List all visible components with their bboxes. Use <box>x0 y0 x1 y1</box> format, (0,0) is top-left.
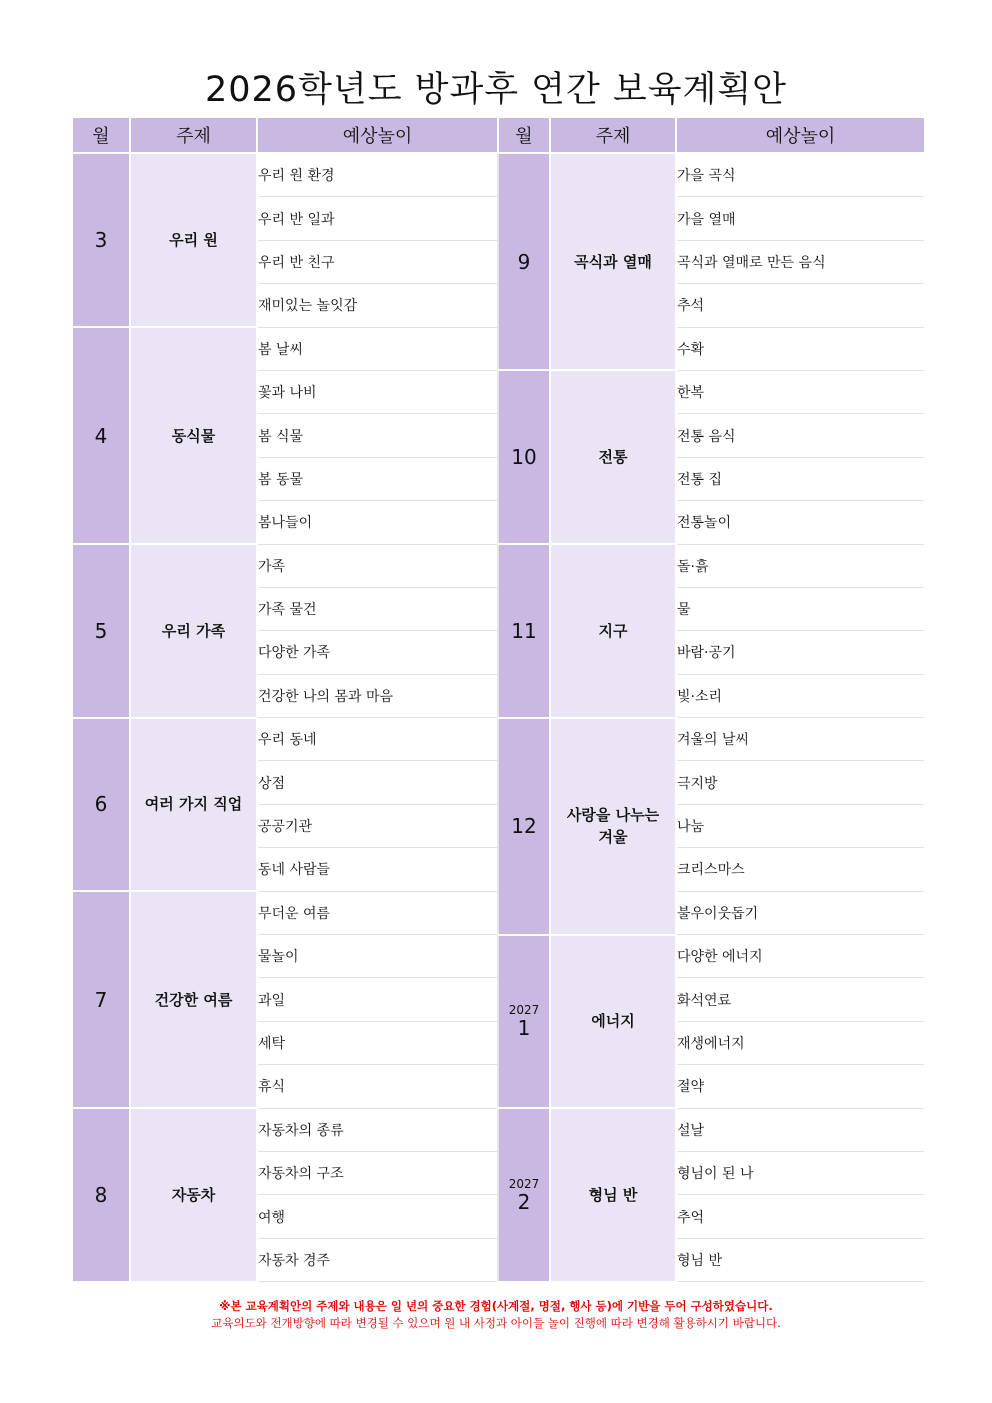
footnote-primary: ※본 교육계획안의 주제와 내용은 일 년의 중요한 경험(사계절, 명절, 행사 등)에 기반을 두어 구성하였습니다. <box>219 1299 773 1313</box>
month-cell-8: 8 <box>73 1108 130 1282</box>
play-item: 물 <box>676 587 924 630</box>
table-header-row <box>73 118 924 153</box>
month-label-1: 1 <box>517 1016 531 1041</box>
play-item: 휴식 <box>257 1065 498 1108</box>
year-label-1: 2027 <box>508 1003 540 1018</box>
page-title: 2026학년도 방과후 연간 보육계획안 <box>205 70 787 110</box>
play-item: 형님 반 <box>676 1238 924 1281</box>
play-item: 봄 날씨 <box>257 327 498 370</box>
play-item: 봄 식물 <box>257 414 498 457</box>
play-item: 전통 음식 <box>676 414 924 457</box>
month-cell-7: 7 <box>73 891 130 1108</box>
play-item: 자동차의 종류 <box>257 1108 498 1151</box>
play-item: 재미있는 놀잇감 <box>257 284 498 327</box>
month-cell-3: 3 <box>73 153 130 327</box>
play-item: 봄 동물 <box>257 457 498 500</box>
play-item: 한복 <box>676 370 924 413</box>
play-item: 물놀이 <box>257 935 498 978</box>
header-month-right: 월 <box>498 118 550 153</box>
play-item: 가족 <box>257 544 498 587</box>
year-label-2: 2027 <box>508 1176 540 1191</box>
play-item: 우리 동네 <box>257 718 498 761</box>
play-item: 과일 <box>257 978 498 1021</box>
play-item: 가족 물건 <box>257 587 498 630</box>
play-item: 자동차의 구조 <box>257 1151 498 1194</box>
play-item: 동네 사람들 <box>257 848 498 891</box>
play-item: 다양한 가족 <box>257 631 498 674</box>
theme-12-line2: 겨울 <box>598 828 628 847</box>
play-item: 화석연료 <box>676 978 924 1021</box>
play-item: 여행 <box>257 1195 498 1238</box>
month-cell-1 <box>498 935 550 1109</box>
footnote-secondary: 교육의도와 전개방향에 따라 변경될 수 있으며 원 내 사정과 아이들 놀이 진행에 따라 변경해 활용하시기 바랍니다. <box>211 1316 781 1330</box>
play-item: 가을 열매 <box>676 197 924 240</box>
theme-cell-7: 건강한 여름 <box>130 891 257 1108</box>
theme-cell-9: 곡식과 열매 <box>550 153 676 370</box>
annual-plan-table <box>73 118 924 1283</box>
theme-cell-10: 전통 <box>550 370 676 544</box>
table-row <box>73 718 924 761</box>
month-cell-10: 10 <box>498 370 550 544</box>
header-month-left: 월 <box>73 118 130 153</box>
play-item: 가을 곡식 <box>676 153 924 197</box>
play-item: 불우이웃돕기 <box>676 891 924 934</box>
header-theme-right: 주제 <box>550 118 676 153</box>
play-item: 추석 <box>676 284 924 327</box>
table-row <box>73 153 924 197</box>
theme-cell-4: 동식물 <box>130 327 257 544</box>
play-item: 상점 <box>257 761 498 804</box>
play-item: 봄나들이 <box>257 501 498 544</box>
play-item: 극지방 <box>676 761 924 804</box>
play-item: 돌·흙 <box>676 544 924 587</box>
play-item: 꽃과 나비 <box>257 370 498 413</box>
table-row <box>73 544 924 587</box>
play-item: 수확 <box>676 327 924 370</box>
month-cell-4: 4 <box>73 327 130 544</box>
play-item: 다양한 에너지 <box>676 935 924 978</box>
play-item: 재생에너지 <box>676 1021 924 1064</box>
month-cell-11: 11 <box>498 544 550 718</box>
month-cell-12: 12 <box>498 718 550 935</box>
play-item: 절약 <box>676 1065 924 1108</box>
theme-12-line1: 사랑을 나누는 <box>566 806 660 825</box>
play-item: 설날 <box>676 1108 924 1151</box>
header-theme-left: 주제 <box>130 118 257 153</box>
month-cell-9: 9 <box>498 153 550 370</box>
play-item: 겨울의 날씨 <box>676 718 924 761</box>
play-item: 우리 반 친구 <box>257 240 498 283</box>
theme-cell-8: 자동차 <box>130 1108 257 1282</box>
play-item: 추억 <box>676 1195 924 1238</box>
play-item: 우리 반 일과 <box>257 197 498 240</box>
play-item: 세탁 <box>257 1021 498 1064</box>
play-item: 자동차 경주 <box>257 1238 498 1281</box>
play-item: 우리 원 환경 <box>257 153 498 197</box>
month-cell-2 <box>498 1108 550 1282</box>
month-cell-5: 5 <box>73 544 130 718</box>
month-label-2: 2 <box>517 1189 531 1214</box>
play-item: 크리스마스 <box>676 848 924 891</box>
play-item: 빛·소리 <box>676 674 924 717</box>
play-item: 형님이 된 나 <box>676 1151 924 1194</box>
play-item: 곡식과 열매로 만든 음식 <box>676 240 924 283</box>
theme-cell-2: 형님 반 <box>550 1108 676 1282</box>
play-item: 전통 집 <box>676 457 924 500</box>
theme-cell-12 <box>550 718 676 935</box>
theme-cell-11: 지구 <box>550 544 676 718</box>
theme-cell-5: 우리 가족 <box>130 544 257 718</box>
theme-cell-6: 여러 가지 직업 <box>130 718 257 892</box>
play-item: 무더운 여름 <box>257 891 498 934</box>
theme-cell-3: 우리 원 <box>130 153 257 327</box>
play-item: 나눔 <box>676 804 924 847</box>
play-item: 공공기관 <box>257 804 498 847</box>
table-row <box>73 1108 924 1151</box>
month-cell-6: 6 <box>73 718 130 892</box>
header-play-right: 예상놀이 <box>676 118 924 153</box>
play-item: 바람·공기 <box>676 631 924 674</box>
theme-cell-1: 에너지 <box>550 935 676 1109</box>
play-item: 건강한 나의 몸과 마음 <box>257 674 498 717</box>
header-play-left: 예상놀이 <box>257 118 498 153</box>
play-item: 전통놀이 <box>676 501 924 544</box>
